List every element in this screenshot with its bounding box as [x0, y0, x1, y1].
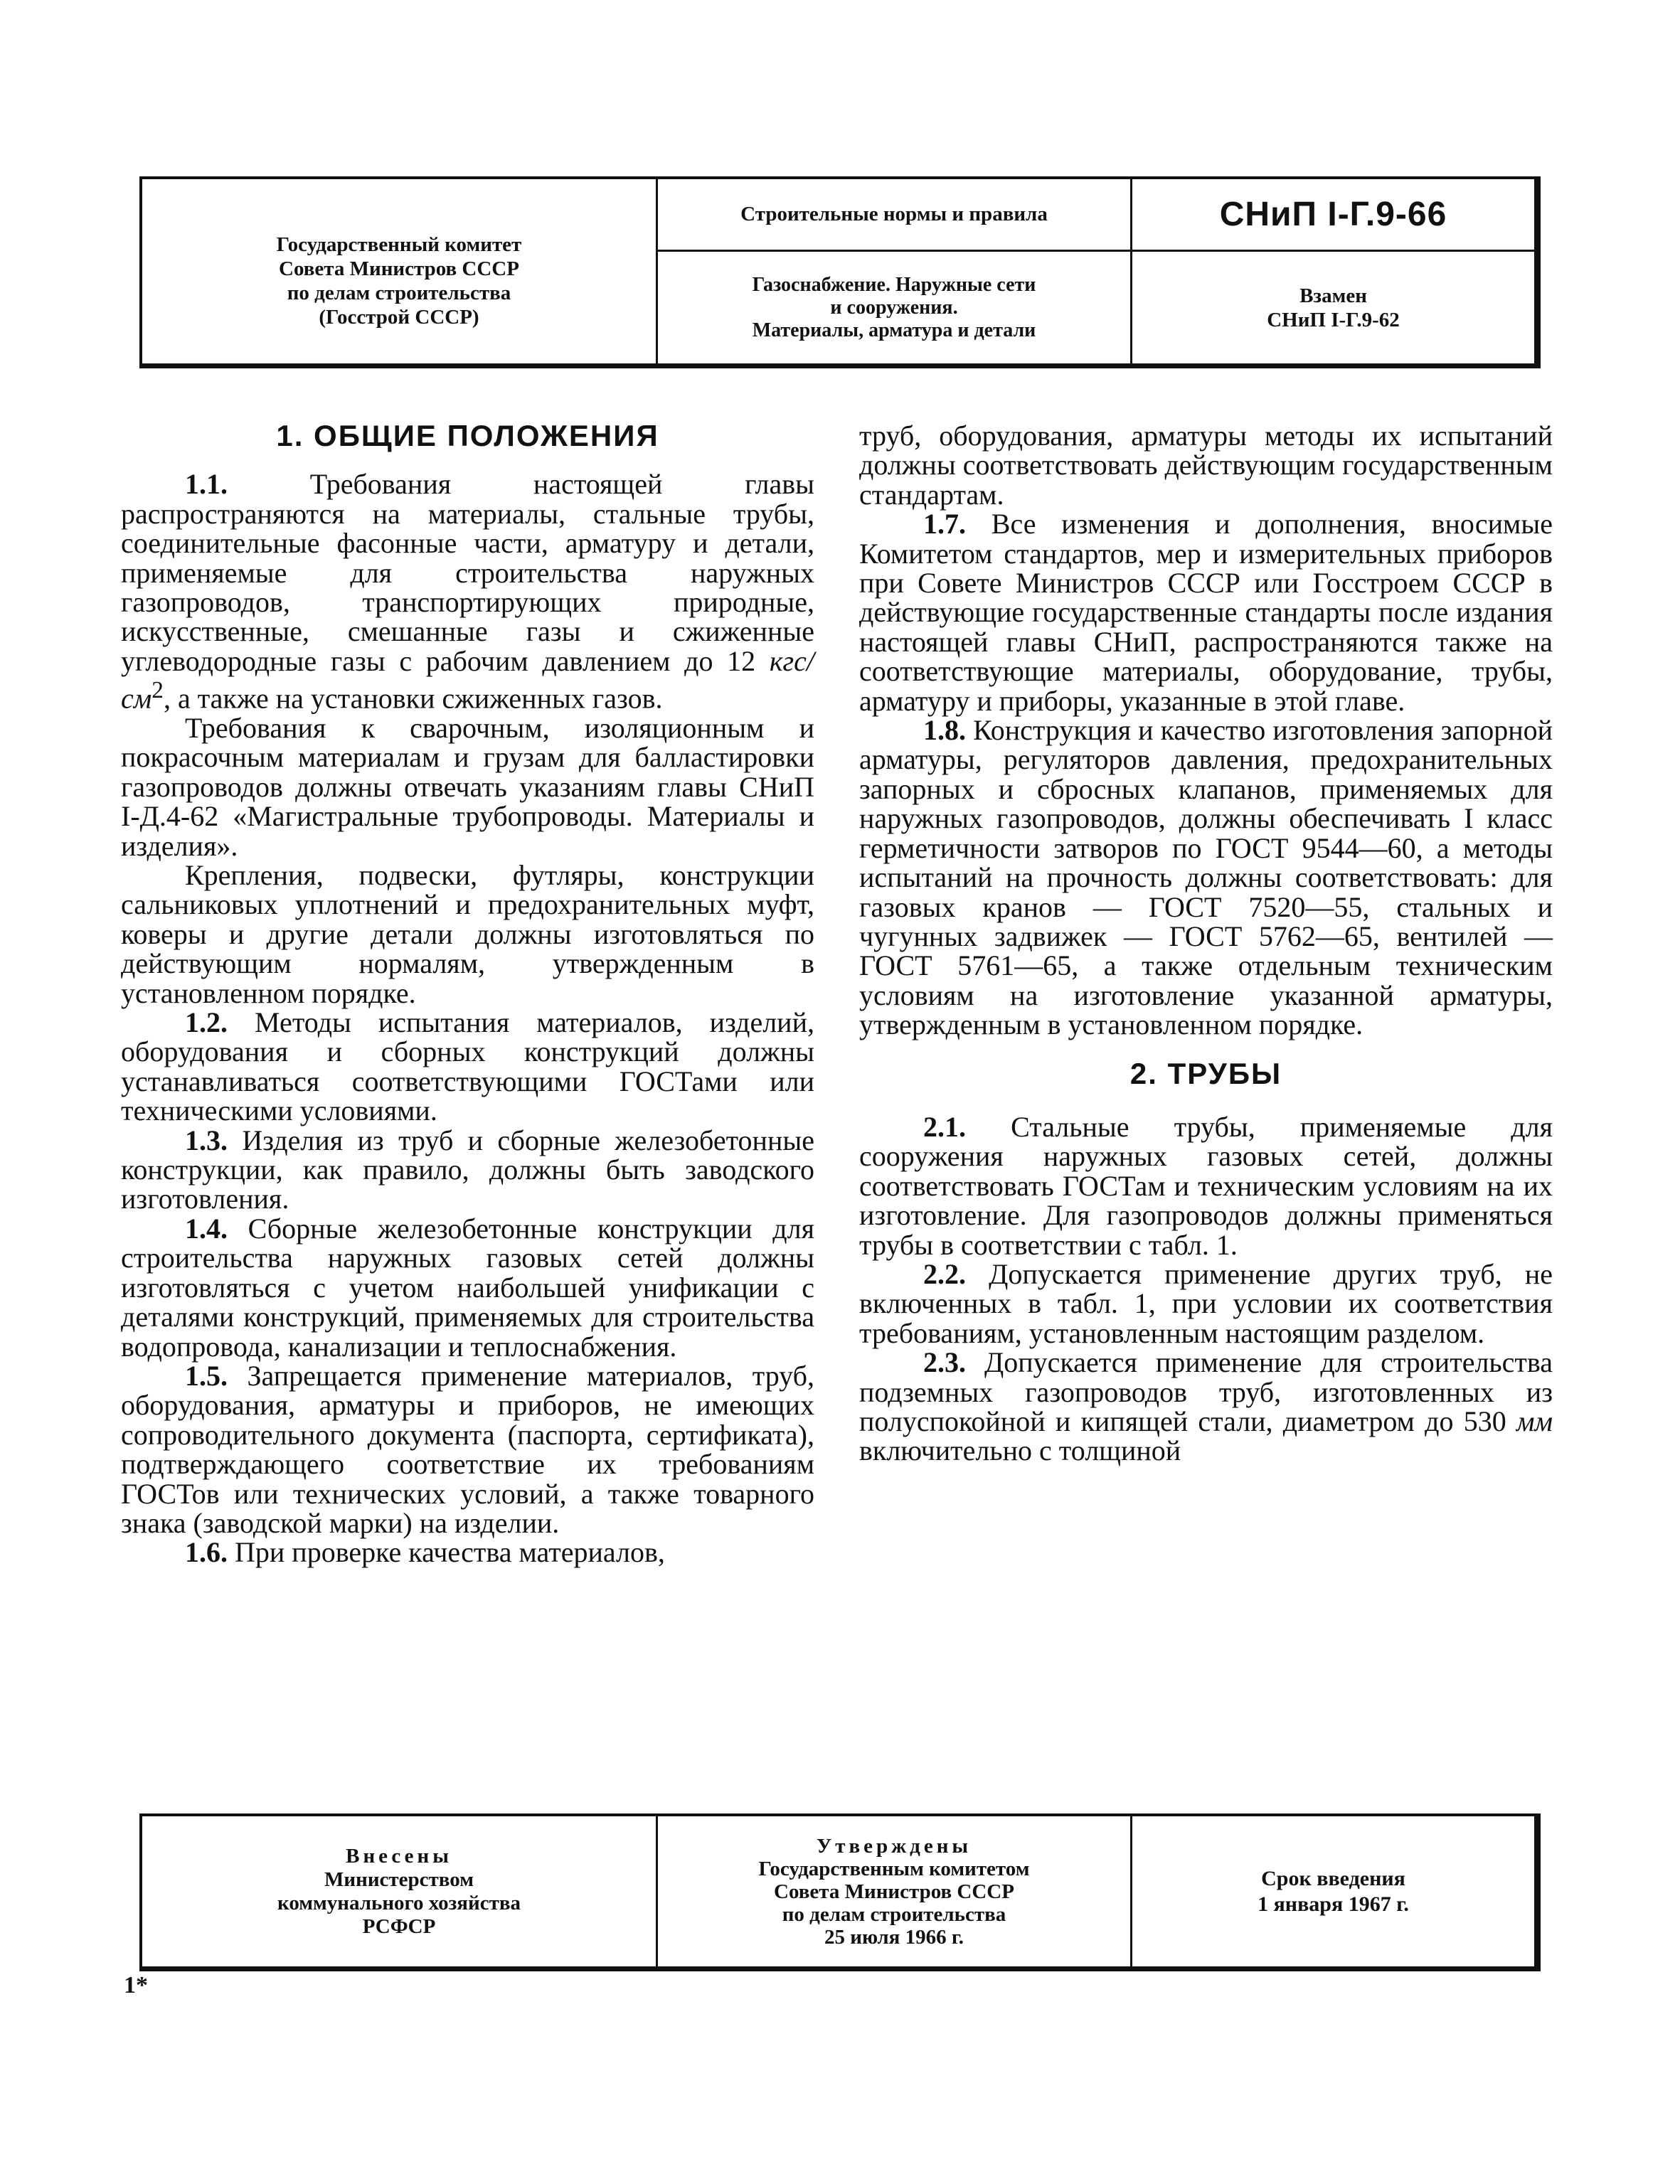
approved-line: Совета Министров СССР [774, 1880, 1014, 1903]
clause-number: 2.3. [923, 1346, 966, 1379]
clause-1-1-para-3: Крепления, подвески, футляры, конструкции сальниковых уплотнений и предохранительных муфт, коверы и другие детали должны изготовляться по действующим нормалям, утвержденным в установленном порядке. [121, 859, 814, 1009]
effective-date: 1 января 1967 г. [1258, 1892, 1409, 1916]
issuer-line: по делам строительства [287, 281, 511, 304]
unit: кгс/см [121, 644, 814, 715]
clause-number: 1.7. [923, 508, 966, 540]
introduced-line: Министерством [324, 1868, 474, 1891]
header-table [139, 176, 1541, 368]
clause-1-4 [121, 1214, 814, 1361]
approval-date: 25 июля 1966 г. [824, 1925, 964, 1949]
clause-number: 1.8. [923, 714, 966, 747]
clause-2-3 [859, 1348, 1553, 1466]
introduced-line: РСФСР [362, 1914, 436, 1938]
page-signature-mark: 1* [124, 1972, 148, 1998]
effective-date-cell [1132, 1816, 1534, 1966]
clause-text: , а также на установки сжиженных газов. [163, 682, 663, 715]
subject-line: Материалы, арматура и детали [752, 319, 1036, 341]
issuer-cell [142, 179, 658, 363]
footer-table [139, 1813, 1541, 1971]
replaces-note [1132, 252, 1534, 363]
approved-label: Утверждены [816, 1834, 972, 1858]
doc-subject [658, 252, 1130, 363]
approved-line: Государственным комитетом [758, 1857, 1030, 1880]
unit: мм [1516, 1405, 1553, 1437]
replaces-line: СНиП I-Г.9-62 [1267, 308, 1400, 331]
clause-text: Допускается применение для строительства подземных газопроводов труб, изготовленных из полуспокойной и кипящей стали, диаметром до 530 [859, 1346, 1553, 1437]
clause-text: Допускается применение других труб, не включенных в табл. 1, при условии их соответствия требованиям, установленным настоящим разделом. [859, 1257, 1553, 1349]
clause-1-3 [121, 1126, 814, 1214]
clause-1-5 [121, 1361, 814, 1538]
clause-text: При проверке качества материалов, [228, 1536, 665, 1569]
subject-line: и сооружения. [830, 296, 958, 319]
issuer-line: (Госстрой СССР) [319, 305, 479, 329]
clause-text: Конструкция и качество изготовления запорной арматуры, регуляторов давления, предохранительных запорных и сбросных клапанов, применяемых для наружных газопроводов, должны обеспечивать I класс герметичности затворов по ГОСТ 9544—60, а методы испытаний на прочность должны соответствовать: для газовых кранов — ГОСТ 7520—55, стальных и чугунных задвижек — ГОСТ 5762—65, вентилей — ГОСТ 5761—65, а также отдельным техническим условиям на изготовление указанной арматуры, утвержденным в установленном порядке. [859, 714, 1553, 1041]
unit-exponent: 2 [151, 677, 164, 704]
issuer-line: Государственный комитет [276, 233, 522, 256]
introduced-line: коммунального хозяйства [277, 1891, 521, 1914]
subject-line: Газоснабжение. Наружные сети [752, 273, 1036, 296]
clause-number: 1.3. [185, 1124, 228, 1156]
clause-text: Стальные трубы, применяемые для сооружения наружных газовых сетей, должны соответствовать ГОСТам и техническим условиям на их изготовление. Для газопроводов должны применяться трубы в соответствии с табл. 1. [859, 1110, 1553, 1261]
clause-1-6 [121, 1538, 814, 1567]
clause-number: 2.2. [923, 1257, 966, 1290]
clause-1-8 [859, 715, 1553, 1039]
approved-by-cell [658, 1816, 1132, 1966]
section-2-title: 2. ТРУБЫ [1129, 1056, 1282, 1090]
clause-number: 1.6. [185, 1536, 228, 1569]
clause-text: Все изменения и дополнения, вносимые Комитетом стандартов, мер и измерительных приборов при Совете Министров СССР или Госстроем СССР в действующие государственные стандарты после издания настоящей главы СНиП, распространяются также на соответствующие материалы, оборудование, трубы, арматуру и приборы, указанные в этой главе. [859, 508, 1553, 717]
clause-number: 1.1. [185, 468, 228, 501]
clause-number: 2.1. [923, 1110, 966, 1143]
approved-line: по делам строительства [782, 1902, 1006, 1926]
clause-2-2 [859, 1259, 1553, 1348]
issuer-line: Совета Министров СССР [279, 257, 519, 280]
clause-1-1-para-2: Требования к сварочным, изоляционным и покрасочным материалам и грузам для балластировки газопроводов должны отвечать указаниям главы СНиП I-Д.4-62 «Магистральные трубопроводы. Материалы и изделия». [121, 711, 814, 862]
clause-1-1 [121, 469, 814, 713]
clause-text: Требования настоящей главы распространяются на материалы, стальные трубы, соединительные фасонные части, арматуру и детали, применяемые для строительства наружных газопроводов, транспортирующих природные, искусственные, смешанные газы и сжиженные углеводородные газы с рабочим давлением до 12 [121, 468, 814, 677]
clause-number: 1.5. [185, 1359, 228, 1392]
doc-code: СНиП I-Г.9-66 [1132, 179, 1534, 252]
clause-1-7 [859, 509, 1553, 715]
introduced-by-cell [142, 1816, 658, 1966]
clause-number: 1.2. [185, 1006, 228, 1039]
clause-text: включительно с толщиной [859, 1434, 1181, 1467]
doc-type: Строительные нормы и правила [658, 179, 1130, 252]
clause-text: Запрещается применение материалов, труб, оборудования, арматуры и приборов, не имеющих сопроводительного документа (паспорта, сертификата), подтверждающего соответствие их требованиям ГОСТов или технических условий, а также товарного знака (заводской марки) на изделии. [121, 1359, 814, 1539]
text-column-left [121, 421, 814, 1567]
clause-1-2 [121, 1008, 814, 1126]
introduced-label: Внесены [346, 1844, 452, 1868]
clause-number: 1.4. [185, 1212, 228, 1245]
clause-text: Методы испытания материалов, изделий, оборудования и сборных конструкций должны устанавливаться соответствующими ГОСТами или техническими условиями. [121, 1006, 814, 1127]
clause-text: Сборные железобетонные конструкции для строительства наружных газовых сетей должны изготовляться с учетом наибольшей унификации с деталями конструкций, применяемых для строительства водопровода, канализации и теплоснабжения. [121, 1212, 814, 1363]
title-cell [658, 179, 1132, 363]
effective-label: Срок введения [1261, 1866, 1405, 1890]
section-1-title: 1. ОБЩИЕ ПОЛОЖЕНИЯ [276, 419, 659, 452]
clause-1-6-continued: труб, оборудования, арматуры методы их испытаний должны соответствовать действующим государственным стандартам. [859, 420, 1553, 511]
replaces-line: Взамен [1299, 284, 1367, 307]
code-cell [1132, 179, 1534, 363]
clause-text: Изделия из труб и сборные железобетонные конструкции, как правило, должны быть заводского изготовления. [121, 1124, 814, 1215]
text-column-right [859, 421, 1553, 1466]
clause-2-1 [859, 1112, 1553, 1259]
